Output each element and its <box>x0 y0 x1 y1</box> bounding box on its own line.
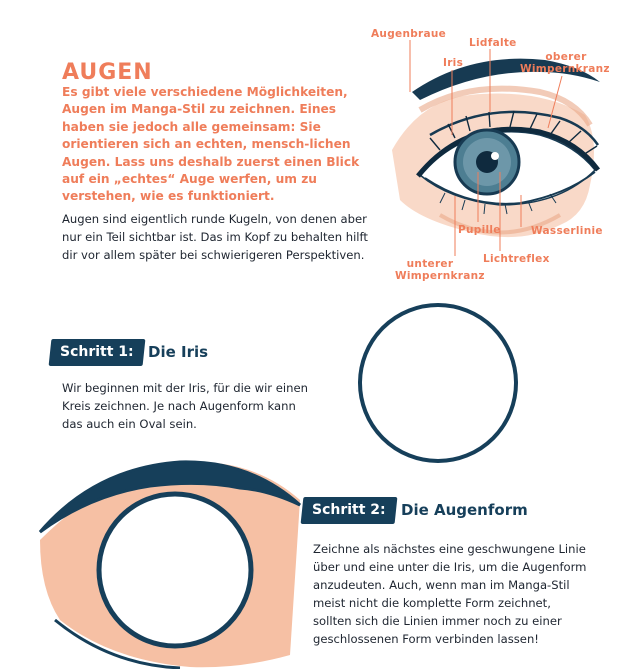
label-oberer-wimpernkranz: Wimpernkranz <box>520 63 610 75</box>
step-1-badge: Schritt 1: <box>49 339 145 366</box>
label-pupille: Pupille <box>458 224 501 236</box>
label-lichtreflex: Lichtreflex <box>483 253 550 265</box>
eye-explanation-text: Augen sind eigentlich runde Kugeln, von denen aber nur ein Teil sichtbar ist. Das im Kopf zu behalten hilft dir vor allem später bei schwierigeren Perspektiven. <box>62 212 368 262</box>
label-oberer: oberer <box>545 51 587 63</box>
iris-in-eye <box>99 494 251 646</box>
label-wasserlinie: Wasserlinie <box>531 225 603 237</box>
page-title: AUGEN <box>62 60 153 85</box>
label-lidfalte: Lidfalte <box>469 37 517 49</box>
label-augenbraue: Augenbraue <box>371 28 447 40</box>
intro-text: Es gibt viele verschiedene Möglichkeiten, Augen im Manga-Stil zu zeichnen. Eines haben sie jedoch alle gemeinsam: Sie orientieren sich an echten, mensch-lichen Augen. Lass uns deshalb zuerst einen Blick auf ein „echtes“ Auge werfen, um zu verstehen, wie es funktioniert. <box>62 85 360 204</box>
step-1-text: Wir beginnen mit der Iris, für die wir einen Kreis zeichnen. Je nach Augenform kann das auch ein Oval sein. <box>62 381 308 431</box>
label-unterer: unterer <box>406 258 454 270</box>
step-2-text: Zeichne als nächstes eine geschwungene Linie über und eine unter die Iris, um die Augenform anzudeuten. Auch, wenn man im Manga-Stil meist nicht die komplette Form zeichnet, sollten sich die Linien immer noch zu einer geschlossenen Form verbinden lassen! <box>313 542 587 646</box>
step-2-badge: Schritt 2: <box>301 497 397 524</box>
step-2-title: Die Augenform <box>401 501 528 519</box>
label-unterer-wimpernkranz: Wimpernkranz <box>395 270 485 282</box>
label-iris: Iris <box>443 57 464 69</box>
step-1-title: Die Iris <box>148 343 209 361</box>
